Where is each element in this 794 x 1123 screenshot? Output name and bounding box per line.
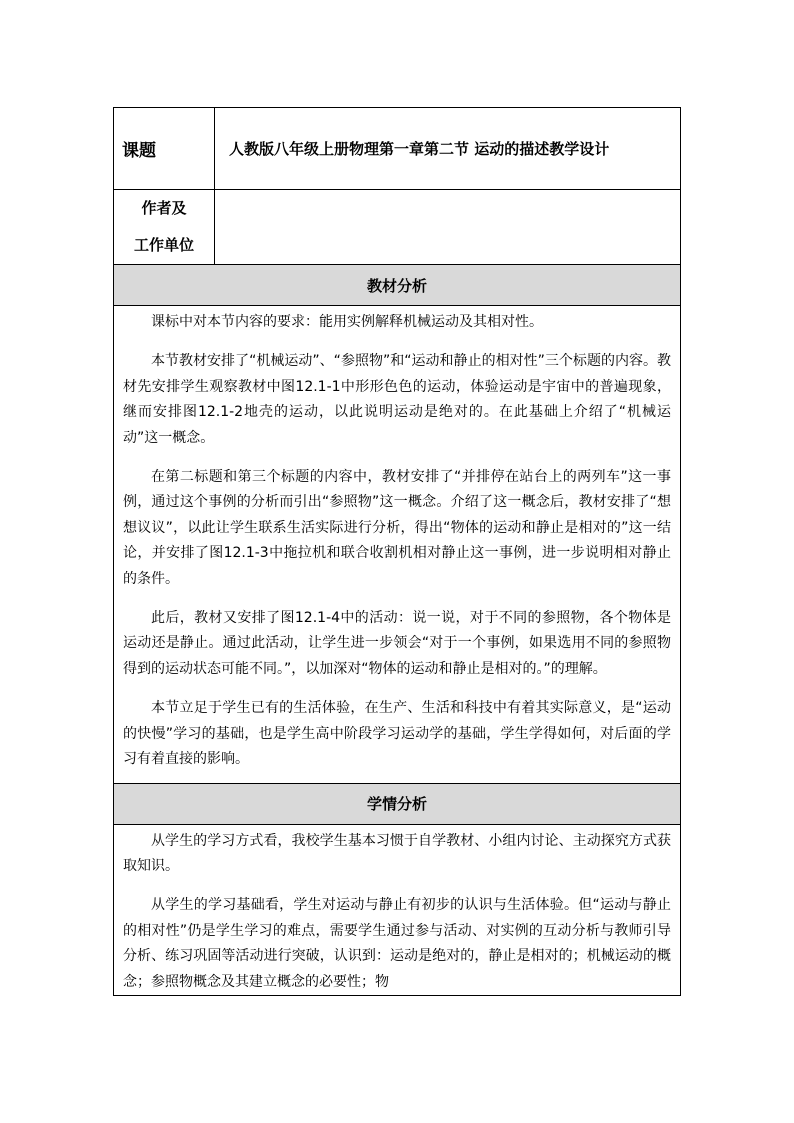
author-label-line2: 工作单位 <box>133 236 194 254</box>
textbook-paragraph-4: 此后，教材又安排了图12.1-4中的活动：说一说，对于不同的参照物，各个物体是运动还是静止。通过此活动，让学生进一步领会“对于一个事例，如果选用不同的参照物得到的运动状态可能不同。”，以加深对“物体的运动和静止是相对的。”的理解。 <box>123 610 671 677</box>
textbook-analysis-content <box>114 306 681 784</box>
title-label: 课题 <box>114 108 215 190</box>
title-row <box>114 108 681 190</box>
textbook-paragraph-5: 本节立足于学生已有的生活体验，在生产、生活和科技中有着其实际意义，是“运动的快慢”学习的基础，也是学生高中阶段学习运动学的基础，学生学得如何，对后面的学习有着直接的影响。 <box>123 700 671 768</box>
textbook-analysis-content-row <box>114 306 681 784</box>
student-paragraph-2: 从学生的学习基础看，学生对运动与静止有初步的认识与生活体验。但“运动与静止的相对性”仍是学生学习的难点，需要学生通过参与活动、对实例的互动分析与教师引导分析、练习巩固等活动进行突破，认识到：运动是绝对的，静止是相对的；机械运动的概念；参照物概念及其建立概念的必要性；物 <box>123 897 671 990</box>
title-value: 人教版八年级上册物理第一章第二节 运动的描述教学设计 <box>215 108 681 190</box>
textbook-analysis-header-row <box>114 265 681 306</box>
student-analysis-header-row <box>114 783 681 824</box>
author-value <box>215 190 681 265</box>
student-analysis-heading: 学情分析 <box>114 783 681 824</box>
textbook-paragraph-3: 在第二标题和第三个标题的内容中，教材安排了“并排停在站台上的两列车”这一事例，通过这个事例的分析而引出“参照物”这一概念。介绍了这一概念后，教材安排了“想想议议”，以此让学生联系生活实际进行分析，得出“物体的运动和静止是相对的”这一结论，并安排了图12.1-3中拖拉机和联合收割机相对静止这一事例，进一步说明相对静止的条件。 <box>123 469 671 587</box>
student-analysis-content <box>114 824 681 995</box>
author-row <box>114 190 681 265</box>
textbook-paragraph-2: 本节教材安排了“机械运动”、“参照物”和“运动和静止的相对性”三个标题的内容。教材先安排学生观察教材中图12.1-1中形形色色的运动，体验运动是宇宙中的普遍现象，继而安排图12.1-2地壳的运动，以此说明运动是绝对的。在此基础上介绍了“机械运动”这一概念。 <box>123 353 671 446</box>
author-label-line1: 作者及 <box>141 199 187 217</box>
student-analysis-content-row <box>114 824 681 995</box>
lesson-plan-table <box>113 107 681 996</box>
student-paragraph-1: 从学生的学习方式看，我校学生基本习惯于自学教材、小组内讨论、主动探究方式获取知识。 <box>123 832 671 874</box>
textbook-analysis-heading: 教材分析 <box>114 265 681 306</box>
textbook-paragraph-1: 课标中对本节内容的要求：能用实例解释机械运动及其相对性。 <box>151 314 543 330</box>
author-label <box>114 190 215 265</box>
